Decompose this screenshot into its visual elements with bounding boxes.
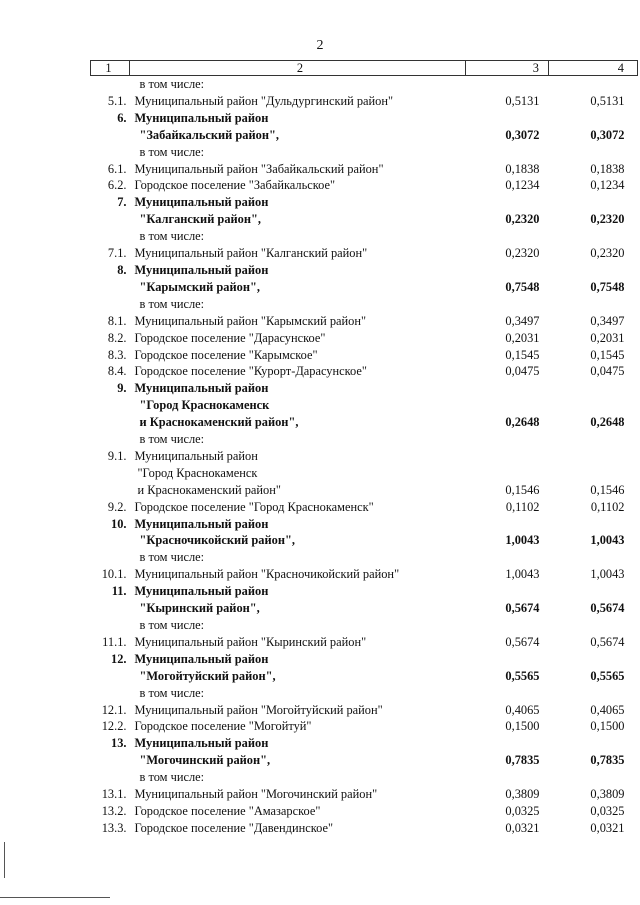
value-col-3	[466, 549, 549, 566]
row-number: 8.2.	[107, 330, 127, 345]
section-row	[91, 262, 638, 296]
row-name	[130, 583, 466, 617]
value-col-4: 0,5674	[590, 634, 625, 649]
row-name-line: Муниципальный район "Могойтуйский район"	[134, 702, 383, 717]
row-name-line: Городское поселение "Курорт-Дарасунское"	[134, 364, 367, 379]
item-row	[91, 93, 638, 110]
value-col-4	[549, 144, 638, 161]
row-number: 12.1.	[101, 702, 127, 717]
row-name-line: в том числе:	[139, 229, 205, 244]
row-number: 11.1.	[102, 634, 127, 649]
value-col-3	[466, 144, 549, 161]
row-name-line: Муниципальный район	[134, 651, 269, 666]
row-name-line: Городское поселение "Город Краснокаменск"	[134, 499, 374, 514]
value-col-4: 0,1838	[590, 161, 625, 176]
row-name-line: Муниципальный район "Могочинский район"	[134, 787, 378, 802]
value-col-3: 0,2648	[505, 415, 540, 430]
row-name	[130, 566, 466, 583]
row-name	[130, 76, 466, 93]
row-number: 8.1.	[107, 313, 127, 328]
value-col-3: 0,7548	[505, 279, 540, 294]
value-col-3	[466, 228, 549, 245]
value-col-4: 0,5131	[590, 93, 625, 108]
value-col-3: 0,5565	[505, 668, 540, 683]
value-col-4	[549, 685, 638, 702]
header-col-3: 3	[466, 61, 549, 76]
value-col-4: 1,0043	[590, 533, 625, 548]
row-name	[130, 380, 466, 431]
row-name-line: Муниципальный район	[134, 516, 269, 531]
row-number: 13.1.	[101, 787, 127, 802]
subheading-row	[91, 769, 638, 786]
item-row	[91, 448, 638, 499]
row-name	[130, 245, 466, 262]
scan-edge-mark	[0, 897, 110, 898]
row-name	[130, 144, 466, 161]
item-row	[91, 363, 638, 380]
row-name-line: в том числе:	[139, 618, 205, 632]
item-row	[91, 347, 638, 364]
row-name-line: "Калганский район",	[139, 212, 261, 227]
value-col-4: 0,2320	[590, 212, 625, 227]
value-col-4: 0,1500	[590, 719, 625, 734]
value-col-4: 0,3809	[590, 787, 625, 802]
row-name	[130, 516, 466, 550]
row-name	[130, 347, 466, 364]
row-name	[130, 634, 466, 651]
row-name	[130, 161, 466, 178]
row-number	[91, 296, 130, 313]
row-number: 8.4.	[107, 364, 127, 379]
item-row	[91, 499, 638, 516]
row-name-line: Городское поселение "Амазарское"	[134, 803, 321, 818]
row-name-line: Городское поселение "Забайкальское"	[134, 178, 336, 193]
row-name	[130, 228, 466, 245]
value-col-4: 0,0321	[590, 820, 625, 835]
value-col-3: 0,1500	[505, 719, 540, 734]
row-name	[130, 499, 466, 516]
row-name	[130, 110, 466, 144]
row-name	[130, 330, 466, 347]
row-name-line: и Краснокаменский район",	[139, 415, 299, 430]
item-row	[91, 566, 638, 583]
page-number: 2	[316, 38, 324, 53]
row-name-line: "Забайкальский район",	[139, 127, 279, 142]
row-number	[91, 76, 130, 93]
row-number: 6.1.	[107, 161, 127, 176]
row-name	[130, 617, 466, 634]
value-col-4: 0,1102	[590, 499, 625, 514]
value-col-3: 0,3497	[505, 313, 540, 328]
row-name	[130, 651, 466, 685]
row-name-line: Муниципальный район	[134, 736, 269, 751]
row-name-line: Городское поселение "Карымское"	[134, 347, 318, 362]
subheading-row	[91, 228, 638, 245]
row-number: 12.2.	[101, 719, 127, 734]
row-name-line: Муниципальный район	[134, 262, 269, 277]
value-col-4: 0,0325	[590, 803, 625, 818]
value-col-4: 0,2031	[590, 330, 625, 345]
item-row	[91, 161, 638, 178]
value-col-4	[549, 617, 638, 634]
value-col-4: 0,5674	[590, 601, 625, 616]
subheading-row	[91, 685, 638, 702]
value-col-4: 0,7548	[590, 279, 625, 294]
subheading-row	[91, 296, 638, 313]
row-name-line: Городское поселение "Дарасунское"	[134, 330, 326, 345]
value-col-3: 0,5674	[505, 634, 540, 649]
value-col-3: 0,1838	[505, 161, 540, 176]
row-name	[130, 93, 466, 110]
row-name	[130, 296, 466, 313]
row-name-line: в том числе:	[139, 685, 205, 700]
value-col-3	[466, 296, 549, 313]
row-name-line: "Карымский район",	[139, 279, 260, 294]
row-name-line: Муниципальный район "Карымский район"	[134, 313, 367, 328]
row-number: 13.3.	[101, 820, 127, 835]
value-col-3: 0,3809	[505, 787, 540, 802]
row-name-line: в том числе:	[139, 296, 205, 311]
row-name	[130, 735, 466, 769]
distribution-table	[90, 60, 638, 837]
row-number	[91, 769, 130, 786]
table-body	[91, 61, 638, 837]
table-header-row	[91, 61, 638, 76]
row-number: 10.	[111, 516, 127, 531]
row-name	[130, 194, 466, 228]
row-name-line: "Город Краснокаменск	[139, 398, 270, 413]
row-number	[91, 431, 130, 448]
row-number: 7.1.	[107, 246, 127, 261]
section-row	[91, 583, 638, 617]
row-name-line: Муниципальный район	[134, 195, 269, 210]
value-col-4: 0,4065	[590, 702, 625, 717]
value-col-3: 0,0321	[505, 820, 540, 835]
row-name-line: Городское поселение "Могойтуй"	[134, 719, 312, 734]
row-name-line: и Краснокаменский район"	[137, 482, 281, 497]
row-name-line: Городское поселение "Давендинское"	[134, 820, 334, 835]
item-row	[91, 313, 638, 330]
value-col-3: 1,0043	[505, 567, 540, 582]
header-col-2: 2	[130, 61, 466, 76]
value-col-3: 0,1546	[505, 482, 540, 497]
row-number: 7.	[117, 195, 127, 210]
item-row	[91, 634, 638, 651]
value-col-4: 0,2648	[590, 415, 625, 430]
value-col-4	[549, 769, 638, 786]
row-name-line: "Город Краснокаменск	[137, 465, 258, 480]
value-col-4: 0,1546	[590, 482, 625, 497]
value-col-3: 0,4065	[505, 702, 540, 717]
section-row	[91, 735, 638, 769]
row-name-line: Муниципальный район	[134, 110, 269, 125]
section-row	[91, 380, 638, 431]
row-name	[130, 786, 466, 803]
section-row	[91, 110, 638, 144]
row-name	[130, 769, 466, 786]
subheading-row	[91, 549, 638, 566]
row-name-line: Муниципальный район "Кыринский район"	[134, 634, 367, 649]
row-name-line: "Могойтуйский район",	[139, 668, 276, 683]
value-col-4: 0,0475	[590, 364, 625, 379]
value-col-4	[549, 76, 638, 93]
row-name-line: в том числе:	[139, 77, 205, 91]
row-number: 9.1.	[107, 448, 127, 463]
item-row	[91, 245, 638, 262]
value-col-4	[549, 431, 638, 448]
item-row	[91, 786, 638, 803]
item-row	[91, 177, 638, 194]
row-name-line: "Красночикойский район",	[139, 533, 295, 548]
row-number: 11.	[111, 584, 127, 599]
row-number: 6.2.	[107, 178, 127, 193]
item-row	[91, 330, 638, 347]
value-col-3: 1,0043	[505, 533, 540, 548]
section-row	[91, 516, 638, 550]
subheading-row	[91, 144, 638, 161]
value-col-3: 0,1234	[505, 178, 540, 193]
value-col-3: 0,5131	[505, 93, 540, 108]
row-number: 8.	[117, 262, 127, 277]
value-col-4: 0,7835	[590, 753, 625, 768]
row-name	[130, 262, 466, 296]
row-number	[91, 144, 130, 161]
value-col-3: 0,2031	[505, 330, 540, 345]
item-row	[91, 702, 638, 719]
value-col-4: 0,2320	[590, 246, 625, 261]
row-number: 5.1.	[107, 93, 127, 108]
item-row	[91, 820, 638, 837]
value-col-3	[466, 431, 549, 448]
value-col-3	[466, 76, 549, 93]
row-name-line: в том числе:	[139, 144, 205, 159]
header-col-1: 1	[91, 61, 130, 76]
value-col-4: 1,0043	[590, 567, 625, 582]
row-name-line: Муниципальный район	[134, 381, 269, 396]
value-col-4: 0,3497	[590, 313, 625, 328]
row-number: 13.	[111, 736, 127, 751]
value-col-3: 0,3072	[505, 127, 540, 142]
row-number	[91, 617, 130, 634]
value-col-3: 0,0475	[505, 364, 540, 379]
row-number	[91, 549, 130, 566]
value-col-3: 0,7835	[505, 753, 540, 768]
row-name	[130, 363, 466, 380]
row-number: 9.	[117, 381, 127, 396]
value-col-3: 0,1545	[505, 347, 540, 362]
row-number: 9.2.	[107, 499, 127, 514]
header-col-4: 4	[549, 61, 638, 76]
row-name-line: Муниципальный район	[134, 584, 269, 599]
item-row	[91, 718, 638, 735]
value-col-4	[549, 296, 638, 313]
row-name-line: Муниципальный район "Калганский район"	[134, 246, 368, 261]
subheading-row	[91, 76, 638, 93]
value-col-3: 0,2320	[505, 246, 540, 261]
row-name-line: Муниципальный район	[134, 448, 258, 463]
row-name-line: Муниципальный район "Забайкальский район"	[134, 161, 384, 176]
row-name-line: Муниципальный район "Дульдургинский район"	[134, 93, 394, 108]
row-number	[91, 228, 130, 245]
value-col-4: 0,5565	[590, 668, 625, 683]
row-name-line: в том числе:	[139, 550, 205, 565]
row-name	[130, 718, 466, 735]
subheading-row	[91, 617, 638, 634]
row-name	[130, 431, 466, 448]
value-col-3	[466, 685, 549, 702]
row-name	[130, 177, 466, 194]
row-name-line: в том числе:	[139, 432, 205, 447]
item-row	[91, 803, 638, 820]
subheading-row	[91, 431, 638, 448]
value-col-4: 0,1234	[590, 178, 625, 193]
row-number: 10.1.	[101, 567, 127, 582]
row-name	[130, 549, 466, 566]
value-col-3: 0,5674	[505, 601, 540, 616]
row-number: 8.3.	[107, 347, 127, 362]
row-number: 6.	[117, 110, 127, 125]
row-name	[130, 685, 466, 702]
value-col-3	[466, 769, 549, 786]
row-name	[130, 448, 466, 499]
value-col-3: 0,0325	[505, 803, 540, 818]
section-row	[91, 651, 638, 685]
row-number: 13.2.	[101, 803, 127, 818]
value-col-4	[549, 228, 638, 245]
row-name-line: в том числе:	[139, 770, 205, 785]
value-col-3: 0,1102	[505, 499, 540, 514]
row-name-line: "Кыринский район",	[139, 601, 260, 616]
row-number	[91, 685, 130, 702]
row-name-line: "Могочинский район",	[139, 753, 271, 768]
row-number: 12.	[111, 651, 127, 666]
value-col-3: 0,2320	[505, 212, 540, 227]
value-col-3	[466, 617, 549, 634]
row-name	[130, 803, 466, 820]
row-name	[130, 702, 466, 719]
row-name-line: Муниципальный район "Красночикойский район"	[134, 567, 400, 582]
scan-edge-mark	[4, 842, 5, 878]
value-col-4	[549, 549, 638, 566]
row-name	[130, 820, 466, 837]
row-name	[130, 313, 466, 330]
section-row	[91, 194, 638, 228]
value-col-4: 0,1545	[590, 347, 625, 362]
value-col-4: 0,3072	[590, 127, 625, 142]
